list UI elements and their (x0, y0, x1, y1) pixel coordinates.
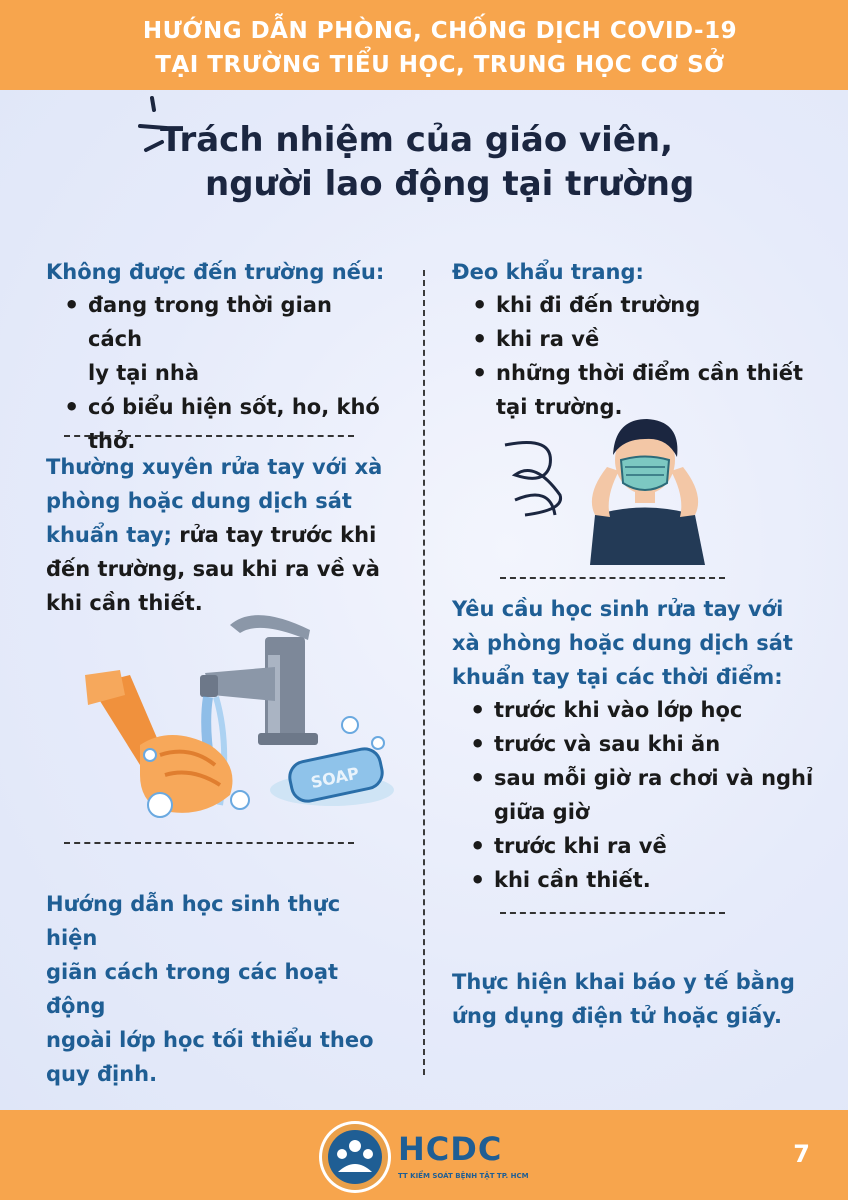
list-item: • khi đi đến trường (470, 288, 810, 322)
page-number: 7 (793, 1140, 810, 1168)
health-declaration-text: Thực hiện khai báo y tế bằng ứng dụng điện tử hoặc giấy. (452, 970, 795, 1028)
handwash-line: khi cần thiết. (46, 591, 203, 615)
title-line-2: người lao động tại trường (205, 164, 695, 204)
list-item: • những thời điểm cần thiết tại trường. (470, 356, 810, 424)
list-item: • đang trong thời gian cách ly tại nhà (62, 288, 392, 390)
list-item: • trước khi vào lớp học (468, 693, 818, 727)
distancing-text: Hướng dẫn học sinh thực hiện giãn cách trong các hoạt động ngoài lớp học tối thiểu theo quy định. (46, 892, 374, 1086)
not-allowed-heading: Không được đến trường nếu: (46, 260, 385, 284)
students-wash-list (468, 693, 818, 897)
handwash-line: khuẩn tay; rửa tay trước khi (46, 523, 377, 547)
mask-person-illustration-icon (495, 405, 735, 570)
header-line-1: HƯỚNG DẪN PHÒNG, CHỐNG DỊCH COVID-19 (142, 18, 738, 44)
section-separator (500, 577, 725, 579)
logo-subtext: TT KIỂM SOÁT BỆNH TẬT TP. HCM (398, 1172, 529, 1180)
hcdc-logo-icon (318, 1120, 392, 1194)
column-divider (423, 270, 425, 1075)
list-item: • sau mỗi giờ ra chơi và nghỉ giữa giờ (468, 761, 818, 829)
section-separator (64, 435, 354, 437)
list-item: • khi ra về (470, 322, 810, 356)
list-item: • khi cần thiết. (468, 863, 818, 897)
logo-wordmark: HCDC (398, 1130, 503, 1168)
handwash-line: đến trường, sau khi ra về và (46, 557, 380, 581)
header-banner (0, 0, 848, 90)
mask-list (470, 288, 810, 424)
title-line-1: Trách nhiệm của giáo viên, (160, 120, 674, 160)
not-allowed-list (62, 288, 392, 458)
list-item: • có biểu hiện sốt, ho, khó thở. (62, 390, 392, 458)
section-separator (64, 842, 354, 844)
list-item: • trước và sau khi ăn (468, 727, 818, 761)
section-separator (500, 912, 725, 914)
list-item: • trước khi ra về (468, 829, 818, 863)
header-line-2: TẠI TRƯỜNG TIỂU HỌC, TRUNG HỌC CƠ SỞ (155, 52, 725, 78)
handwashing-illustration-icon (80, 595, 400, 835)
handwash-line: phòng hoặc dung dịch sát (46, 489, 352, 513)
handwash-line: Thường xuyên rửa tay với xà (46, 455, 383, 479)
svg-text:SOAP: SOAP (309, 763, 361, 793)
students-wash-heading: Yêu cầu học sinh rửa tay với xà phòng hoặc dung dịch sát khuẩn tay tại các thời điểm: (452, 597, 793, 689)
page-title (160, 118, 760, 206)
mask-heading: Đeo khẩu trang: (452, 260, 644, 284)
